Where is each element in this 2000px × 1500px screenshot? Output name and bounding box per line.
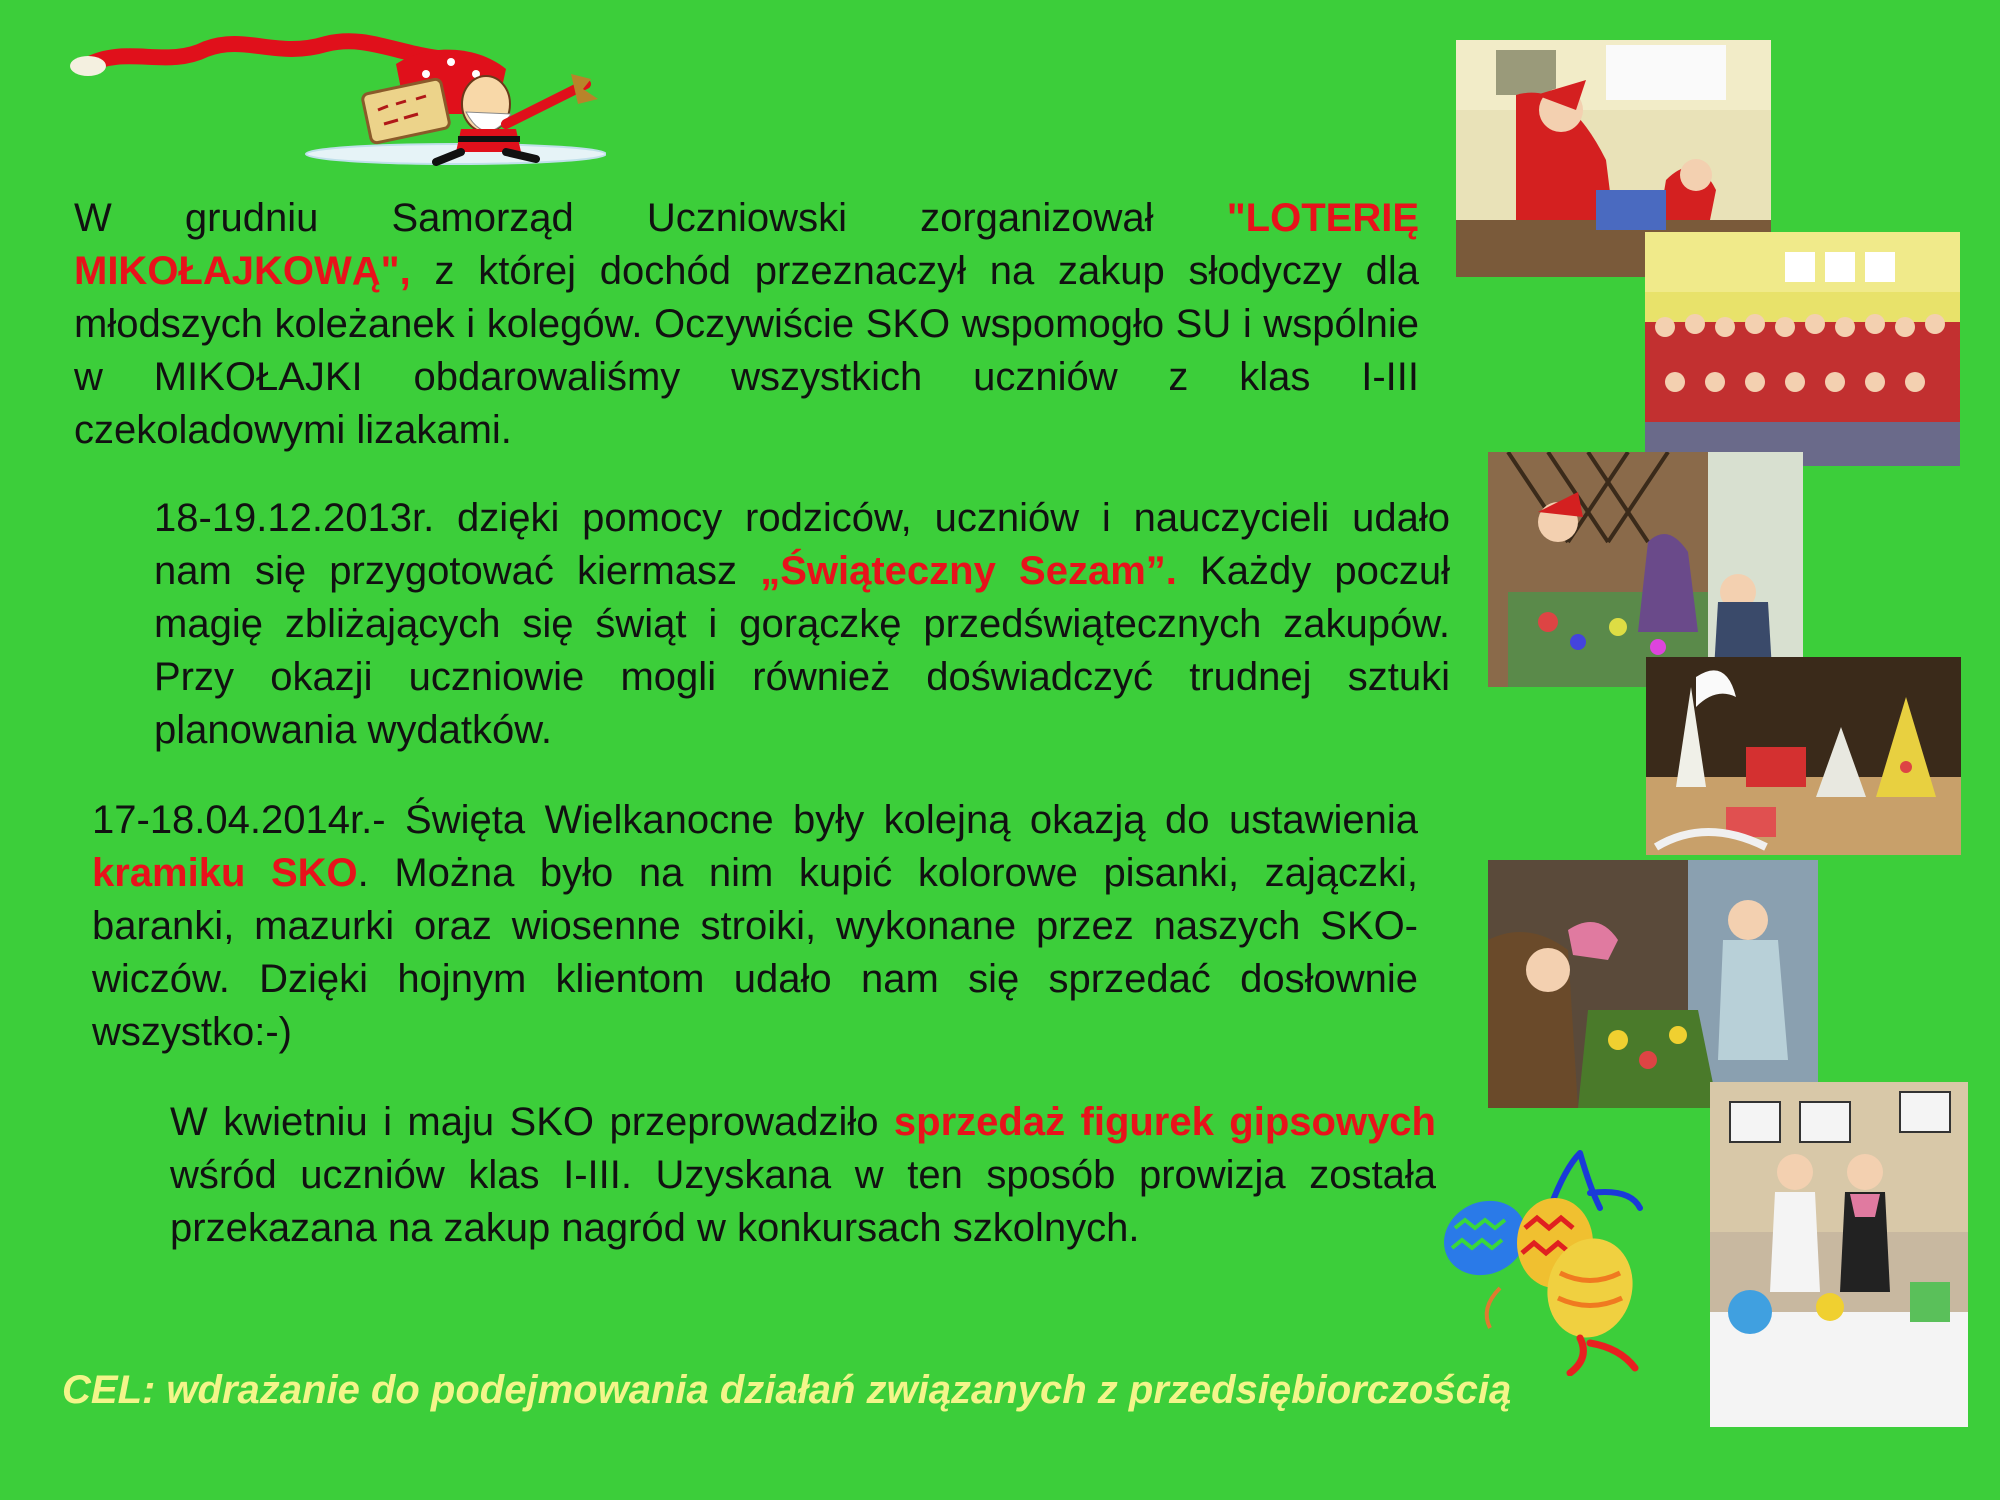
christmas-decorations-photo — [1646, 657, 1961, 855]
christmas-fair-photo — [1488, 452, 1803, 687]
paragraph-figurines — [170, 1096, 1436, 1255]
easter-eggs-clipart — [1440, 1148, 1695, 1376]
paragraph-easter-fair — [92, 794, 1418, 1059]
highlight-lottery: "LOTERIĘ MIKOŁAJKOWĄ", — [74, 196, 1419, 293]
paragraph-text: z której dochód przeznaczył na zakup słodyczy dla młodszych koleżanek i kolegów. Oczywiście SKO wspomogło SU i wspólnie w MIKOŁAJKI obdarowaliśmy wszystkich uczniów z klas I-III czekoladowymi lizakami. — [74, 249, 1419, 452]
highlight-figurines: sprzedaż figurek gipsowych — [893, 1100, 1436, 1144]
paragraph-text: 17-18.04.2014r.- Święta Wielkanocne były kolejną okazją do ustawienia — [92, 798, 1418, 842]
paragraph-text: 18-19.12.2013r. dzięki pomocy rodziców, uczniów i nauczycieli udało nam się przygotować kiermasz — [154, 496, 1450, 593]
paragraph-lottery — [74, 192, 1419, 457]
goal-statement: CEL: wdrażanie do podejmowania działań związanych z przedsiębiorczością — [62, 1368, 1512, 1412]
santa-banner-clipart — [66, 24, 606, 169]
paragraph-text: W grudniu Samorząd Uczniowski zorganizował — [74, 196, 1227, 240]
class-group-photo — [1645, 232, 1960, 466]
paragraph-text: Każdy poczuł magię zbliżających się świąt i gorączkę przedświątecznych zakupów. Przy okazji uczniowie mogli również doświadczyć trudnej sztuki planowania wydatków. — [154, 549, 1451, 752]
highlight-kramik: kramiku SKO — [92, 851, 358, 895]
paragraph-text: wśród uczniów klas I-III. Uzyskana w ten sposób prowizja została przekazana na zakup nagród w konkursach szkolnych. — [170, 1153, 1436, 1250]
paragraph-text: . Można było na nim kupić kolorowe pisanki, zajączki, baranki, mazurki oraz wiosenne stroiki, wykonane przez naszych SKO-wiczów. Dzięki hojnym klientom udało nam się sprzedać dosłownie wszystko:-) — [92, 851, 1418, 1054]
paragraph-text: W kwietniu i maju SKO przeprowadziło — [170, 1100, 894, 1144]
highlight-sezam: „Świąteczny Sezam”. — [760, 549, 1177, 593]
two-girls-stand-photo — [1710, 1082, 1968, 1427]
easter-fair-photo — [1488, 860, 1818, 1108]
paragraph-christmas-fair — [154, 492, 1450, 757]
